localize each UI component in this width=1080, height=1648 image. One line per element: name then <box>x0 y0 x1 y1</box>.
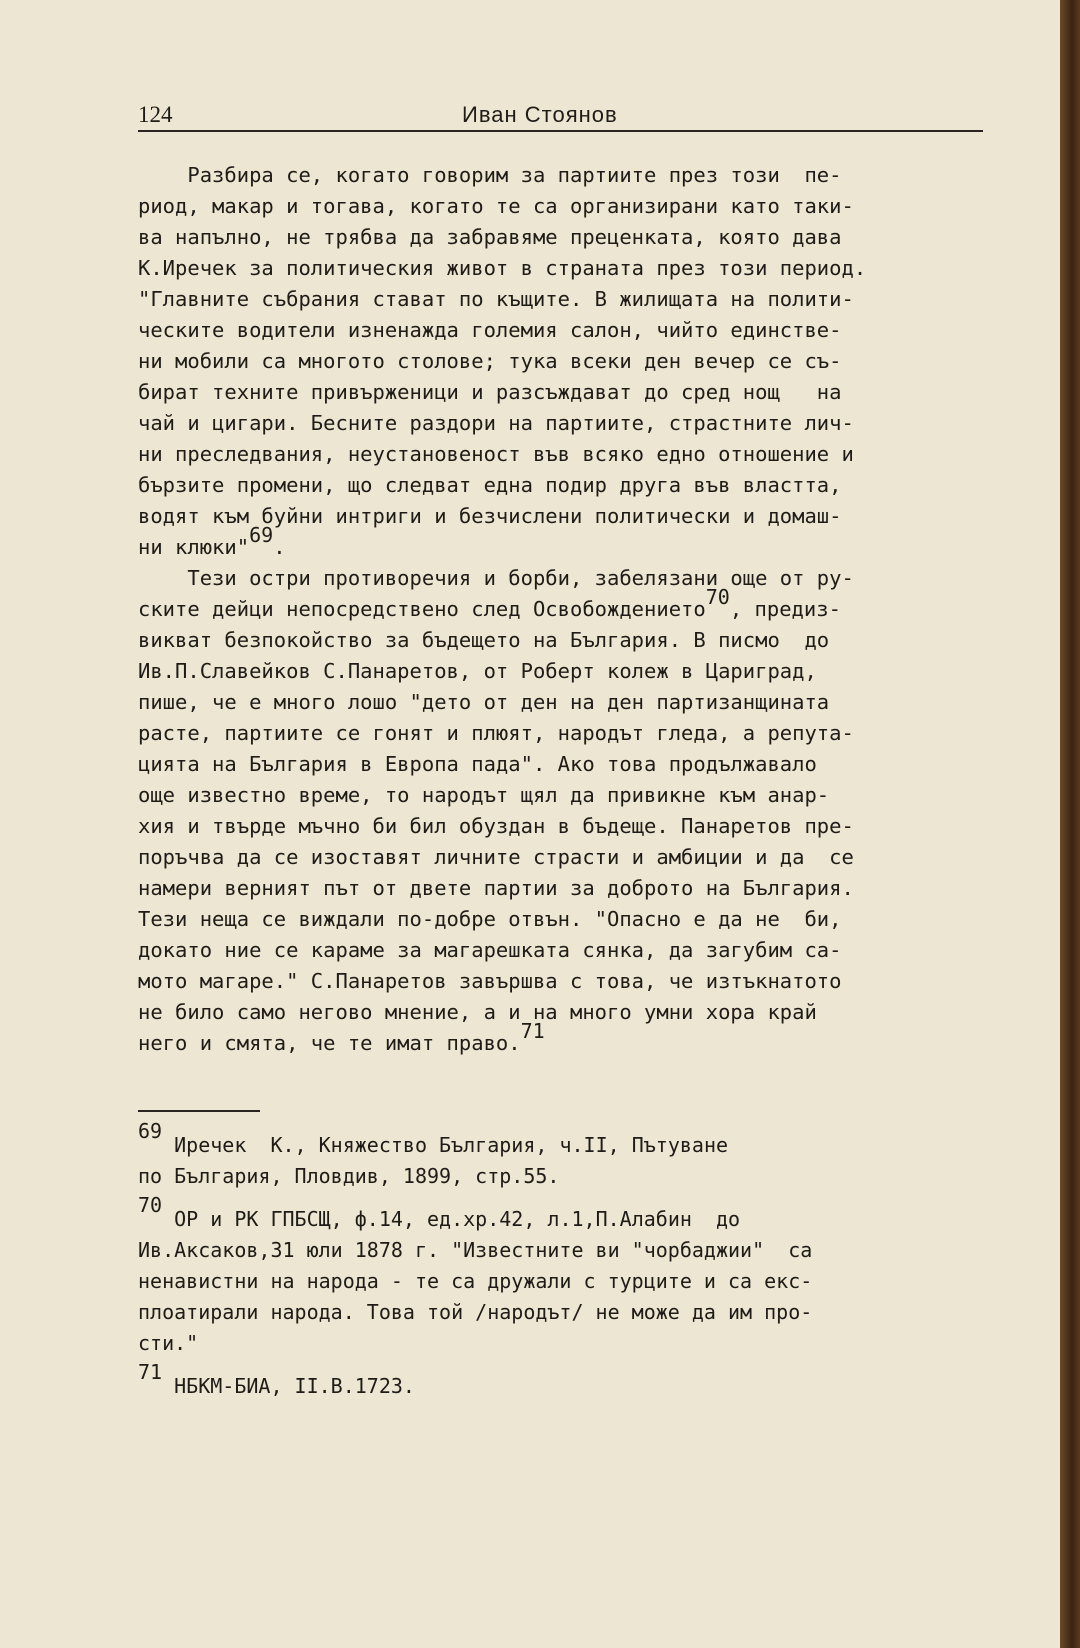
text-line: Тези неща се виждали по-добре отвън. "Опасно е да не би, <box>138 907 842 931</box>
footnote-number: 69 <box>138 1119 163 1144</box>
text-line: мото магаре." С.Панаретов завършва с това, че изтъкнатото <box>138 969 842 993</box>
page-number: 124 <box>138 102 173 127</box>
text-fragment: Иречек К., Княжество България, ч.II, Пътуване <box>162 1133 729 1157</box>
text-line <box>138 1019 998 1059</box>
text-line: ческите водители изненажда големия салон, чийто единстве- <box>138 318 842 342</box>
text-line: водят към буйни интриги и безчислени политически и домаш- <box>138 504 842 528</box>
text-line: Тези остри противоречия и борби, забелязани още от ру- <box>138 566 854 590</box>
text-line: хия и твърде мъчно би бил обуздан в бъдеще. Панаретов пре- <box>138 814 854 838</box>
text-line <box>138 523 998 563</box>
text-line: плоатирали народа. Това той /народът/ не може да им про- <box>138 1300 813 1324</box>
footnote-number: 71 <box>138 1360 163 1385</box>
text-line: бират техните привърженици и разсъждават до сред нощ на <box>138 380 842 404</box>
text-line: не било само негово мнение, а и на много умни хора край <box>138 1000 817 1024</box>
text-fragment: , предиз- <box>729 597 841 621</box>
text-line: намери верният път от двете партии за доброто на България. <box>138 876 854 900</box>
text-line: ни мобили са многото столове; тука всеки ден вечер се съ- <box>138 349 842 373</box>
footnote-ref-71[interactable]: 71 <box>520 1019 545 1044</box>
footnote-number: 70 <box>138 1193 163 1218</box>
text-line <box>138 1193 998 1235</box>
text-line: ненавистни на народа - те са дружали с турците и са екс- <box>138 1269 813 1293</box>
footnotes <box>138 1119 998 1414</box>
page-header <box>138 100 983 132</box>
body-text <box>138 160 998 1059</box>
text-line: пише, че е много лошо "дето от ден на ден партизанщината <box>138 690 830 714</box>
running-head: Иван Стоянов <box>462 102 618 127</box>
text-line: чай и цигари. Бесните раздори на партиите, страстните лич- <box>138 411 854 435</box>
text-line: още известно време, то народът щял да привикне към анар- <box>138 783 830 807</box>
footnote-ref-69[interactable]: 69 <box>249 523 274 548</box>
text-line: ни преследвания, неустановеност във всяко едно отношение и <box>138 442 854 466</box>
footnote-69 <box>138 1119 998 1192</box>
text-line: докато ние се караме за магарешката сянка, да загубим са- <box>138 938 842 962</box>
text-line: по България, Пловдив, 1899, стр.55. <box>138 1164 560 1188</box>
text-line: "Главните събрания стават по къщите. В жилищата на полити- <box>138 287 854 311</box>
text-line: цията на България в Европа пада". Ако това продължавало <box>138 752 817 776</box>
text-fragment: ОР и РК ГПБСЩ, ф.14, ед.хр.42, л.1,П.Алабин до <box>162 1207 741 1231</box>
text-line: бързите промени, що следват една подир друга във властта, <box>138 473 842 497</box>
text-line: Ив.П.Славейков С.Панаретов, от Роберт колеж в Цариград, <box>138 659 817 683</box>
text-line: риод, макар и тогава, когато те са организирани като таки- <box>138 194 854 218</box>
footnote-70 <box>138 1193 998 1359</box>
footnote-ref-70[interactable]: 70 <box>705 585 730 610</box>
text-line: викват безпокойство за бъдещето на България. В писмо до <box>138 628 830 652</box>
text-line: поръчва да се изоставят личните страсти и амбиции и да се <box>138 845 854 869</box>
text-line <box>138 1119 998 1161</box>
book-edge <box>1060 0 1080 1648</box>
text-line: ва напълно, не трябва да забравяме преценката, която дава <box>138 225 842 249</box>
text-line: К.Иречек за политическия живот в страната през този период. <box>138 256 867 280</box>
text-fragment: ни клюки" <box>138 535 250 559</box>
text-line: Ив.Аксаков,31 юли 1878 г. "Известните ви "чорбаджии" са <box>138 1238 813 1262</box>
text-fragment: него и смята, че те имат право. <box>138 1031 521 1055</box>
text-fragment: ските дейци непосредствено след Освобождението <box>138 597 706 621</box>
footnote-divider <box>138 1110 260 1112</box>
text-line: расте, партиите се гонят и плюят, народът гледа, а репута- <box>138 721 854 745</box>
text-line: Разбира се, когато говорим за партиите през този пе- <box>138 163 842 187</box>
footnote-71 <box>138 1360 998 1402</box>
text-fragment: НБКМ-БИА, II.В.1723. <box>162 1374 415 1398</box>
text-fragment: . <box>273 535 286 559</box>
text-line: сти." <box>138 1331 199 1355</box>
text-line <box>138 585 998 625</box>
text-line <box>138 1360 998 1402</box>
